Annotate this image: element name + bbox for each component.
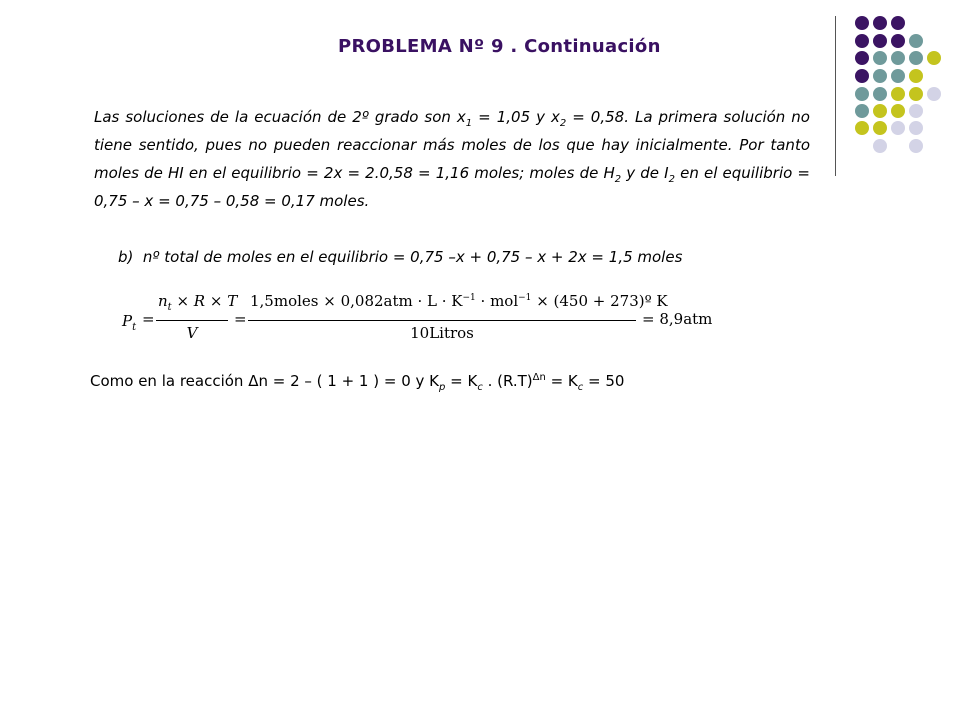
dot: [873, 16, 887, 30]
para-text: Las soluciones de la ecuación de 2º grado son x: [94, 108, 466, 126]
fraction2-bar: [248, 320, 636, 321]
subscript: 1: [465, 118, 473, 129]
kp-text: = 50: [583, 372, 625, 390]
subscript: 2: [614, 174, 622, 185]
dot: [909, 69, 923, 83]
dot: [855, 69, 869, 83]
kc-subscript: c: [477, 382, 483, 393]
para-text: = 1,05 y x: [472, 108, 560, 126]
dot: [873, 104, 887, 118]
dot: [873, 139, 887, 153]
num1-symbol: n: [158, 292, 168, 310]
dot: [855, 121, 869, 135]
equals-sign: =: [142, 310, 155, 328]
num2-exponent: −1: [518, 293, 532, 303]
dot: [855, 104, 869, 118]
fraction1-numerator: [158, 292, 238, 313]
dot: [909, 51, 923, 65]
dot: [909, 139, 923, 153]
dot: [873, 121, 887, 135]
equation-result: = 8,9atm: [642, 310, 713, 328]
kp-subscript: p: [439, 382, 446, 393]
dot: [891, 87, 905, 101]
page-title: PROBLEMA Nº 9 . Continuación: [338, 36, 661, 57]
dot: [891, 16, 905, 30]
lhs-symbol: P: [122, 312, 133, 330]
dot: [891, 34, 905, 48]
dot: [891, 51, 905, 65]
para-text: en el equilibrio = 0,75 – x = 0,75 – 0,58 = 0,17 moles.: [94, 164, 810, 210]
para-text: y de I: [621, 164, 669, 182]
dot: [927, 51, 941, 65]
dot: [909, 104, 923, 118]
dot: [927, 87, 941, 101]
lhs-subscript: t: [132, 322, 137, 333]
num2-exponent: −1: [462, 293, 476, 303]
fraction1-bar: [156, 320, 228, 321]
dot: [855, 16, 869, 30]
equals-sign: =: [234, 310, 247, 328]
dot: [873, 51, 887, 65]
num2-part: × (450 + 273)º K: [531, 292, 668, 310]
dot: [855, 51, 869, 65]
vertical-divider: [835, 16, 836, 176]
dot: [891, 104, 905, 118]
dot: [909, 87, 923, 101]
num1-subscript: t: [167, 302, 172, 313]
kp-text: = K: [445, 372, 478, 390]
part-b-text: nº total de moles en el equilibrio = 0,75 –x + 0,75 – x + 2x = 1,5 moles: [142, 248, 683, 266]
subscript: 2: [668, 174, 675, 185]
para-text: = 0,58. La primera solución no tiene sentido, pues no pueden reaccionar más moles de los que hay inicialmente. Por tanto moles de HI en el equilibrio = 2x = 2.0,58 = 1,16 moles; moles de H: [94, 108, 810, 182]
kp-text: = K: [545, 372, 578, 390]
num2-part: · mol: [475, 292, 519, 310]
kp-kc-relation: [90, 372, 624, 393]
pressure-equation: [118, 290, 718, 350]
dot: [891, 121, 905, 135]
subscript: 2: [559, 118, 567, 129]
kc-subscript: c: [577, 382, 584, 393]
dot: [855, 34, 869, 48]
part-b-statement: [118, 248, 682, 266]
delta-n-exponent: Δn: [532, 372, 546, 383]
solution-paragraph: [94, 103, 810, 215]
num2-part: 1,5moles × 0,082atm · L · K: [250, 292, 463, 310]
fraction2-denominator: 10Litros: [410, 324, 474, 342]
dot: [909, 121, 923, 135]
kp-text: Como en la reacción Δn = 2 – ( 1 + 1 ) = 0 y K: [90, 372, 439, 390]
part-b-label: b): [118, 248, 134, 266]
dot: [855, 87, 869, 101]
num1-rest: × R × T: [171, 292, 238, 310]
dot: [891, 69, 905, 83]
equation-lhs: [122, 312, 136, 333]
dot: [873, 87, 887, 101]
dot: [873, 69, 887, 83]
dot: [873, 34, 887, 48]
kp-text: . (R.T): [482, 372, 533, 390]
fraction1-denominator: V: [186, 324, 198, 342]
dot: [909, 34, 923, 48]
fraction2-numerator: [250, 292, 668, 310]
